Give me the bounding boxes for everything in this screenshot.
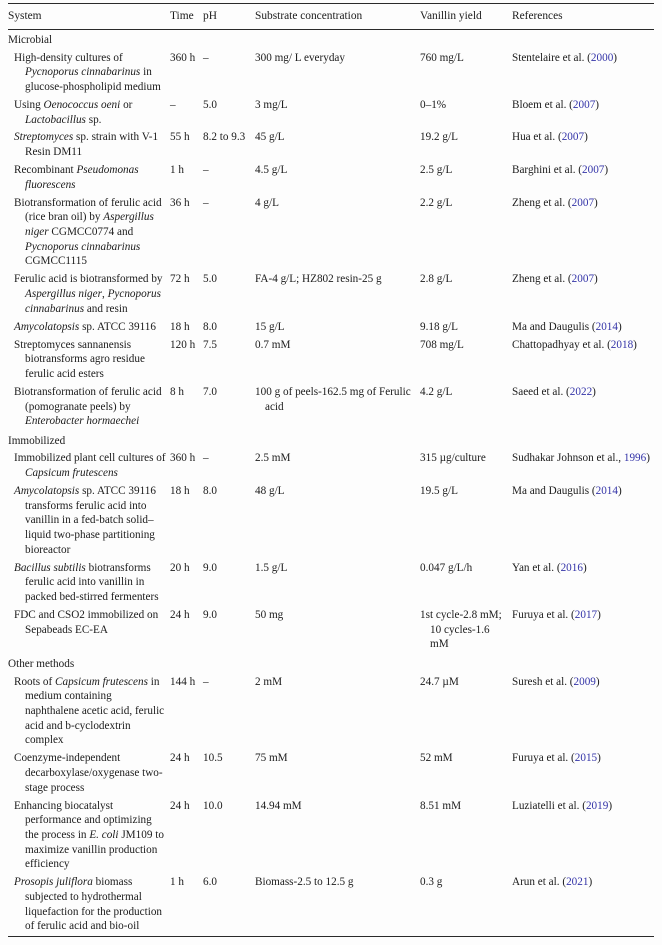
species-name: Pycnoporus cinnabarinus <box>25 288 162 315</box>
reference-close-paren: ) <box>617 320 622 333</box>
system-text: sp. ATCC 39116 transforms ferulic acid into vanillin in a fed-batch solid–liquid two-phase partitioning bioreactor <box>25 485 156 556</box>
system-text: in medium containing naphthalene acetic acid, ferulic acid and b-cyclodextrin complex <box>25 675 165 747</box>
cell-vanillin-yield: 0.3 g <box>420 876 443 889</box>
reference-close-paren: ) <box>604 164 609 177</box>
cell-vanillin-yield: 315 µg/culture <box>420 452 486 465</box>
cell-time: 18 h <box>170 485 190 498</box>
reference-authors: Bloem et al. ( <box>512 98 573 111</box>
cell-substrate-concentration: 1.5 g/L <box>255 561 288 574</box>
species-name: Amycolatopsis <box>14 320 80 333</box>
table-row <box>8 797 654 874</box>
species-name: Enterobacter hormaechei <box>25 415 140 428</box>
system-text: CGMCC1115 <box>25 255 87 268</box>
reference-year-link[interactable]: 2009 <box>573 675 596 688</box>
cell-system <box>8 383 170 430</box>
reference-close-paren: ) <box>594 273 598 286</box>
cell-substrate-concentration: 45 g/L <box>255 131 285 144</box>
cell-substrate-concentration: 3 mg/L <box>255 98 288 111</box>
reference-year-link[interactable]: 2018 <box>610 338 634 351</box>
cell-vanillin-yield: 0.047 g/L/h <box>420 561 473 574</box>
table-row <box>8 559 654 606</box>
cell-substrate-concentration: 14.94 mM <box>255 799 302 812</box>
reference-close-paren: ) <box>608 799 613 812</box>
cell-system <box>8 336 170 383</box>
cell-vanillin-yield: 1st cycle-2.8 mM; 10 cycles-1.6 mM <box>420 609 502 651</box>
cell-ph: – <box>203 164 209 177</box>
cell-ph: 8.0 <box>203 485 217 498</box>
cell-reference <box>512 383 654 430</box>
cell-time: 36 h <box>170 196 190 209</box>
cell-substrate-concentration: 75 mM <box>255 752 288 765</box>
cell-vanillin-yield: 708 mg/L <box>420 338 464 351</box>
reference-authors: Arun et al. ( <box>512 876 567 889</box>
cell-reference <box>512 336 654 383</box>
species-name: Pseudomonas fluorescens <box>25 164 139 191</box>
cell-vanillin-yield: 9.18 g/L <box>420 320 458 333</box>
cell-time: 24 h <box>170 609 190 622</box>
cell-vanillin-yield: 0–1% <box>420 98 447 111</box>
column-header-system: System <box>8 4 170 30</box>
cell-time: 360 h <box>170 51 196 64</box>
system-text: FDC and CSO2 immobilized on Sepabeads EC-EA <box>14 609 159 636</box>
cell-system <box>8 161 170 194</box>
cell-system <box>8 450 170 483</box>
reference-close-paren: ) <box>584 131 588 144</box>
cell-time: 1 h <box>170 164 184 177</box>
cell-time: 18 h <box>170 320 190 333</box>
cell-substrate-concentration: 100 g of peels-162.5 mg of Ferulic acid <box>255 385 411 413</box>
cell-ph: – <box>203 675 209 688</box>
system-text: Recombinant <box>14 164 77 177</box>
cell-reference <box>512 559 654 606</box>
table-row <box>8 383 654 430</box>
section-label: Immobilized <box>8 434 66 447</box>
section-row-other-methods <box>8 654 654 673</box>
system-text: Coenzyme-independent decarboxylase/oxygenase two-stage process <box>14 752 163 794</box>
cell-system <box>8 482 170 559</box>
cell-time: 24 h <box>170 799 190 812</box>
table-row <box>8 450 654 483</box>
cell-reference <box>512 673 654 750</box>
cell-system <box>8 673 170 750</box>
column-header-vanillin-yield: Vanillin yield <box>420 4 512 30</box>
table-row <box>8 750 654 797</box>
column-header-ph: pH <box>203 4 255 30</box>
reference-close-paren: ) <box>646 452 650 465</box>
reference-year-link[interactable]: 2007 <box>582 164 605 177</box>
cell-substrate-concentration: 15 g/L <box>255 320 285 333</box>
reference-year-link[interactable]: 2017 <box>574 609 598 622</box>
cell-reference <box>512 129 654 162</box>
cell-reference <box>512 96 654 129</box>
system-text: sp. <box>85 113 102 126</box>
system-text: Ferulic acid is biotransformed by <box>14 273 163 286</box>
cell-reference <box>512 318 654 336</box>
system-text: and resin <box>84 302 128 315</box>
column-header-references: References <box>512 4 654 30</box>
cell-reference <box>512 606 654 653</box>
system-text: sp. ATCC 39116 <box>79 320 156 333</box>
cell-vanillin-yield: 24.7 µM <box>420 675 459 688</box>
system-text: Biotransformation of ferulic acid (rice bran oil) by <box>14 196 162 224</box>
cell-vanillin-yield: 19.2 g/L <box>420 131 458 144</box>
cell-reference <box>512 271 654 318</box>
column-header-time: Time <box>170 4 203 30</box>
cell-system <box>8 559 170 606</box>
cell-reference <box>512 482 654 559</box>
species-name: Prosopis juliflora <box>14 876 93 889</box>
reference-year-link[interactable]: 2019 <box>585 799 609 812</box>
reference-year-link[interactable]: 2014 <box>595 485 618 498</box>
cell-vanillin-yield: 2.5 g/L <box>420 164 453 177</box>
table-row <box>8 194 654 271</box>
system-text: Immobilized plant cell cultures of <box>14 452 166 465</box>
cell-reference <box>512 450 654 483</box>
table-row <box>8 874 654 937</box>
cell-ph: 6.0 <box>203 876 217 889</box>
reference-authors: Saeed et al. ( <box>512 385 570 398</box>
column-header-substrate-concentration: Substrate concentration <box>255 4 420 30</box>
cell-substrate-concentration: 2 mM <box>255 675 283 688</box>
species-name: Capsicum frutescens <box>25 467 118 480</box>
table-row <box>8 482 654 559</box>
table-row <box>8 318 654 336</box>
cell-ph: 7.5 <box>203 338 217 351</box>
cell-time: 1 h <box>170 876 184 889</box>
reference-authors: Furuya et al. ( <box>512 752 575 765</box>
reference-close-paren: ) <box>595 675 600 688</box>
section-label: Microbial <box>8 33 53 46</box>
cell-system <box>8 797 170 874</box>
cell-system <box>8 96 170 129</box>
reference-authors: Stentelaire et al. ( <box>512 51 591 64</box>
cell-substrate-concentration: 4.5 g/L <box>255 164 288 177</box>
system-text: CGMCC0774 and <box>48 226 134 239</box>
species-name: Bacillus subtilis <box>14 561 86 574</box>
reference-close-paren: ) <box>633 338 637 351</box>
reference-authors: Zheng et al. ( <box>512 273 572 286</box>
reference-year-link[interactable]: 2007 <box>572 98 596 111</box>
system-text: Streptomyces sannanensis biotransforms agro residue ferulic acid esters <box>14 338 145 380</box>
cell-reference <box>512 194 654 271</box>
cell-vanillin-yield: 2.2 g/L <box>420 196 453 209</box>
table-row <box>8 161 654 194</box>
cell-substrate-concentration: 48 g/L <box>255 485 285 498</box>
cell-system <box>8 129 170 162</box>
table-row <box>8 336 654 383</box>
cell-vanillin-yield: 8.51 mM <box>420 799 462 812</box>
species-name: Lactobacillus <box>25 113 86 126</box>
reference-authors: Yan et al. ( <box>512 561 561 574</box>
system-text: in glucose-phospholipid medium <box>25 66 161 93</box>
reference-close-paren: ) <box>582 561 587 574</box>
system-text: Biotransformation of ferulic acid (pomogranate peels) by <box>14 385 162 413</box>
cell-reference <box>512 49 654 96</box>
species-name: Aspergillus niger <box>25 211 154 239</box>
cell-time: 20 h <box>170 561 190 574</box>
cell-system <box>8 606 170 653</box>
reference-close-paren: ) <box>597 752 601 765</box>
cell-vanillin-yield: 4.2 g/L <box>420 385 453 398</box>
reference-close-paren: ) <box>613 51 618 64</box>
reference-authors: Ma and Daugulis ( <box>512 485 596 498</box>
table-row <box>8 606 654 653</box>
cell-ph: 9.0 <box>203 609 217 622</box>
species-name: E. coli <box>89 829 119 842</box>
system-text: JM109 to maximize vanillin production efficiency <box>25 829 164 871</box>
cell-time: 144 h <box>170 675 196 688</box>
reference-authors: Sudhakar Johnson et al., <box>512 452 624 465</box>
cell-substrate-concentration: 2.5 mM <box>255 452 291 465</box>
reference-year-link[interactable]: 2015 <box>574 752 598 765</box>
species-name: Amycolatopsis <box>14 485 80 498</box>
cell-substrate-concentration: 50 mg <box>255 609 284 622</box>
reference-authors: Ma and Daugulis ( <box>512 320 596 333</box>
cell-vanillin-yield: 760 mg/L <box>420 51 464 64</box>
table-body <box>8 29 654 936</box>
section-row-immobilized <box>8 431 654 450</box>
reference-authors: Suresh et al. ( <box>512 675 574 688</box>
reference-year-link[interactable]: 2007 <box>561 131 585 144</box>
reference-authors: Chattopadhyay et al. ( <box>512 338 611 351</box>
cell-substrate-concentration: 0.7 mM <box>255 338 291 351</box>
system-text: Using <box>14 98 44 111</box>
cell-reference <box>512 874 654 937</box>
cell-vanillin-yield: 52 mM <box>420 752 453 765</box>
reference-year-link[interactable]: 2007 <box>571 196 595 209</box>
cell-substrate-concentration: 4 g/L <box>255 196 279 209</box>
cell-system <box>8 271 170 318</box>
cell-ph: 9.0 <box>203 561 217 574</box>
reference-close-paren: ) <box>595 98 600 111</box>
cell-system <box>8 874 170 937</box>
species-name: Pycnoporus cinnabarinus <box>25 240 141 253</box>
cell-system <box>8 49 170 96</box>
reference-close-paren: ) <box>592 385 596 398</box>
reference-authors: Zheng et al. ( <box>512 196 572 209</box>
cell-reference <box>512 797 654 874</box>
cell-ph: – <box>203 196 209 209</box>
system-text: Enhancing biocatalyst performance and optimizing the process in <box>14 799 152 842</box>
cell-reference <box>512 161 654 194</box>
system-text: biotransforms ferulic acid into vanillin in packed bed-stirred fermenters <box>25 561 159 604</box>
cell-ph: 5.0 <box>203 273 217 286</box>
table-header <box>8 4 654 30</box>
vanillin-production-table <box>8 3 654 937</box>
header-row <box>8 4 654 30</box>
cell-time: 120 h <box>170 338 196 351</box>
cell-time: 360 h <box>170 452 196 465</box>
cell-system <box>8 318 170 336</box>
cell-system <box>8 194 170 271</box>
system-text: High-density cultures of <box>14 51 123 64</box>
cell-time: 24 h <box>170 752 190 765</box>
table-row <box>8 271 654 318</box>
cell-reference <box>512 750 654 797</box>
reference-close-paren: ) <box>594 196 598 209</box>
reference-year-link[interactable]: 2014 <box>595 320 618 333</box>
reference-close-paren: ) <box>588 876 593 889</box>
table-row <box>8 673 654 750</box>
reference-year-link[interactable]: 2007 <box>571 273 595 286</box>
reference-year-link[interactable]: 1996 <box>623 452 647 465</box>
cell-vanillin-yield: 2.8 g/L <box>420 273 453 286</box>
species-name: Pycnoporus cinnabarinus <box>25 66 141 79</box>
cell-ph: 8.2 to 9.3 <box>203 131 246 144</box>
table-row <box>8 129 654 162</box>
reference-year-link[interactable]: 2021 <box>566 876 589 889</box>
cell-system <box>8 750 170 797</box>
section-label: Other methods <box>8 657 75 670</box>
cell-time: 72 h <box>170 273 190 286</box>
table-row <box>8 96 654 129</box>
cell-ph: 8.0 <box>203 320 217 333</box>
reference-year-link[interactable]: 2022 <box>569 385 593 398</box>
section-row-microbial <box>8 29 654 49</box>
reference-authors: Hua et al. ( <box>512 131 562 144</box>
table-row <box>8 49 654 96</box>
cell-ph: 5.0 <box>203 98 217 111</box>
species-name: Capsicum frutescens <box>55 675 148 688</box>
cell-time: 8 h <box>170 385 184 398</box>
system-text: biomass subjected to hydrothermal liquefaction for the production of ferulic acid and bio-oil <box>25 876 163 933</box>
species-name: Aspergillus niger <box>25 288 102 301</box>
cell-ph: 10.0 <box>203 799 223 812</box>
cell-ph: 10.5 <box>203 752 223 765</box>
reference-year-link[interactable]: 2016 <box>560 561 583 574</box>
cell-ph: – <box>203 452 209 465</box>
species-name: Oenococcus oeni <box>43 98 121 111</box>
reference-year-link[interactable]: 2000 <box>590 51 614 64</box>
species-name: Streptomyces <box>14 131 74 144</box>
reference-close-paren: ) <box>617 485 622 498</box>
cell-substrate-concentration: 300 mg/ L everyday <box>255 51 345 64</box>
cell-substrate-concentration: FA-4 g/L; HZ802 resin-25 g <box>255 273 382 286</box>
cell-ph: 7.0 <box>203 385 217 398</box>
reference-authors: Furuya et al. ( <box>512 609 575 622</box>
cell-substrate-concentration: Biomass-2.5 to 12.5 g <box>255 876 354 889</box>
reference-close-paren: ) <box>597 609 601 622</box>
system-text: , <box>101 288 108 301</box>
cell-time: – <box>170 98 176 111</box>
reference-authors: Barghini et al. ( <box>512 164 583 177</box>
system-text: Roots of <box>14 675 56 688</box>
cell-time: 55 h <box>170 131 190 144</box>
cell-ph: – <box>203 51 209 64</box>
system-text: sp. strain with V-1 Resin DM11 <box>25 131 159 159</box>
reference-authors: Luziatelli et al. ( <box>512 799 586 812</box>
system-text: or <box>120 98 133 111</box>
cell-vanillin-yield: 19.5 g/L <box>420 485 458 498</box>
